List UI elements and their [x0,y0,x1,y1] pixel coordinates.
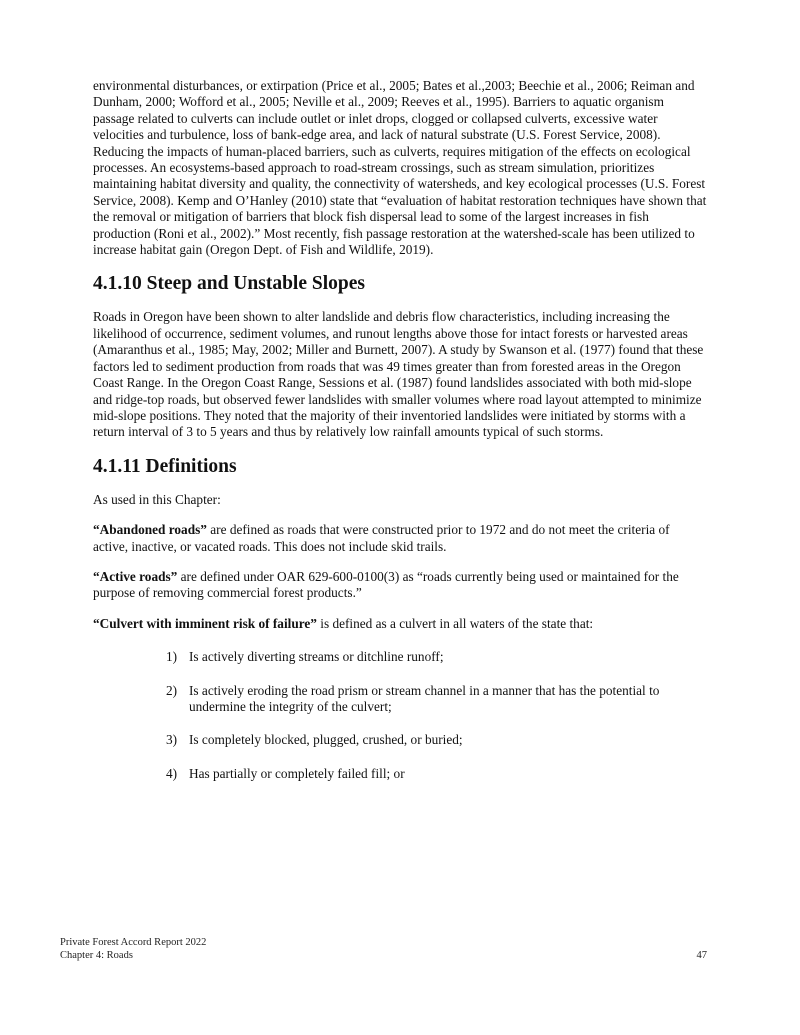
definition-abandoned-roads [93,522,707,555]
page-number: 47 [696,949,707,961]
definition-term: “Culvert with imminent risk of failure” [93,615,317,631]
list-item [166,732,707,748]
definition-active-roads [93,569,707,602]
page-footer [60,937,707,962]
footer-left [60,937,206,962]
definition-text: are defined under OAR 629-600-0100(3) as “roads currently being used or maintained for the purpose of removing commercial forest products.” [93,568,679,601]
list-item-text: Has partially or completely failed fill; or [189,765,405,781]
list-item-number: 2) [166,682,178,698]
paragraph-fish-passage: environmental disturbances, or extirpation (Price et al., 2005; Bates et al.,2003; Beechie et al., 2006; Reiman and Dunham, 2000; Wofford et al., 2005; Neville et al., 2009; Reeves et al., 1995). Barriers to aquatic organism passage related to culverts can include outlet or inlet drops, clogged or collapsed culverts, excessive water velocities and turbulence, loss of bank-edge area, and lack of natural substrate (U.S. Forest Service, 2008). Reducing the impacts of human-placed barriers, such as culverts, requires mitigation of the effects on ecological processes. An ecosystems-based approach to road-stream crossings, such as stream simulation, prioritizes maintaining habitat diversity and quality, the connectivity of watersheds, and key ecological processes (U.S. Forest Service, 2008). Kemp and O’Hanley (2010) state that “evaluation of habitat restoration techniques have shown that the removal or mitigation of barriers that block fish dispersal lead to some of the largest increases in fish production (Roni et al., 2002).” Most recently, fish passage restoration at the watershed-scale has been utilized to increase habitat gain (Oregon Dept. of Fish and Wildlife, 2019). [93,78,707,258]
definition-culvert-risk [93,616,707,632]
definition-term: “Abandoned roads” [93,522,207,538]
paragraph-steep-slopes: Roads in Oregon have been shown to alter landslide and debris flow characteristics, including increasing the likelihood of occurrence, sediment volumes, and runout lengths above those for intact forests or harvested areas (Amaranthus et al., 1985; May, 2002; Miller and Burnett, 2007). A study by Swanson et al. (1977) found that these factors led to sediment production from roads that was 49 times greater than from forested areas in the Oregon Coast Range. In the Oregon Coast Range, Sessions et al. (1987) found landslides associated with both mid-slope and ridge-top roads, but observed fewer landslides with smaller volumes where road layout attempted to minimize mid-slope positions. They noted that the majority of their inventoried landslides were initiated by storms with a return interval of 3 to 5 years and thus by relatively low rainfall amounts typical of such storms. [93,309,704,440]
list-item-number: 4) [166,765,178,781]
list-item [166,766,707,782]
list-item-text: Is actively diverting streams or ditchline runoff; [189,649,444,665]
definition-term: “Active roads” [93,568,178,584]
definitions-intro: As used in this Chapter: [93,491,221,507]
list-item [166,649,707,665]
definition-text: are defined as roads that were constructed prior to 1972 and do not meet the criteria of active, inactive, or vacated roads. This does not include skid trails. [93,522,670,554]
list-item-text: Is actively eroding the road prism or stream channel in a manner that has the potential to undermine the integrity of the culvert; [189,682,660,714]
list-item-number: 1) [166,649,178,665]
list-item [166,683,707,716]
culvert-criteria-list [93,649,707,782]
definition-text: is defined as a culvert in all waters of the state that: [316,615,594,631]
footer-report-title: Private Forest Accord Report 2022 [60,937,207,948]
section-heading-definitions: 4.1.11 Definitions [93,455,237,477]
section-heading-steep-slopes: 4.1.10 Steep and Unstable Slopes [93,273,365,295]
list-item-number: 3) [166,732,178,748]
list-item-text: Is completely blocked, plugged, crushed, or buried; [189,732,463,748]
page-content [93,78,707,799]
footer-chapter: Chapter 4: Roads [60,949,133,961]
